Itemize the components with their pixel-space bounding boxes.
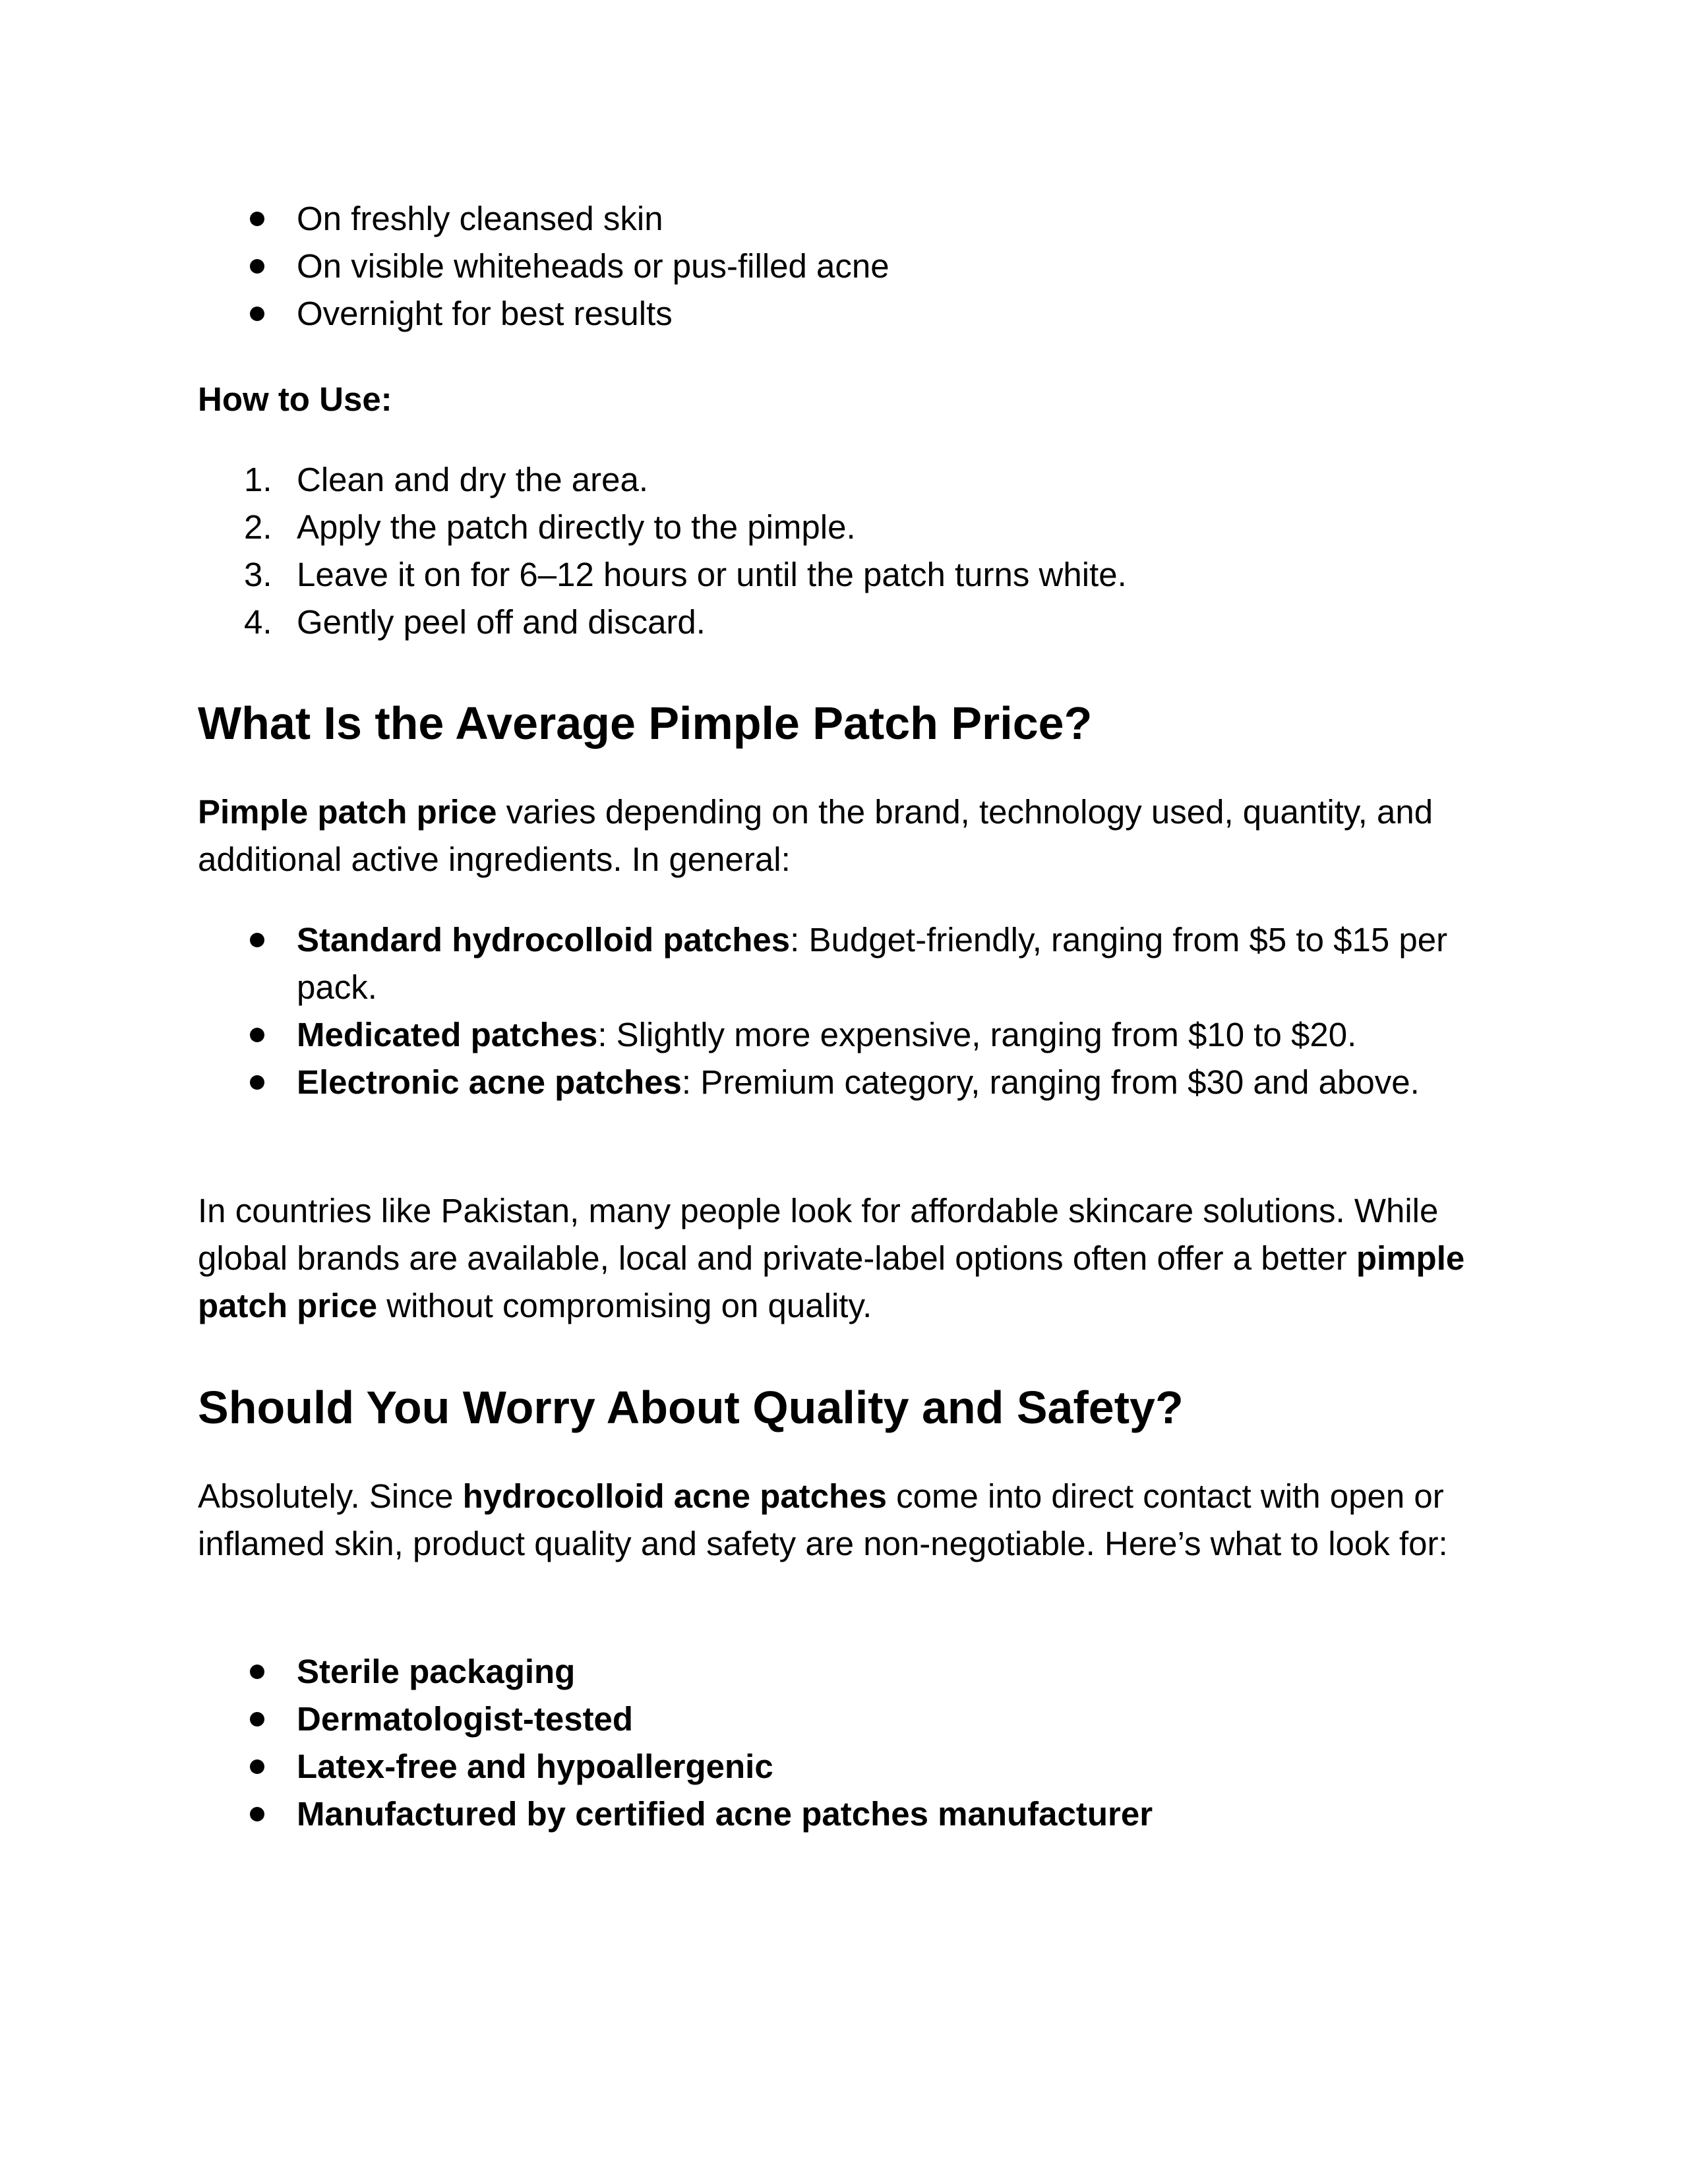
price-intro-text: varies depending on the brand, technology used, quantity, and additional active ingredients. In general: xyxy=(198,793,1433,878)
price-item-label: Electronic acne patches xyxy=(297,1063,682,1101)
price-outro-text: In countries like Pakistan, many people look for affordable skincare solutions. While global brands are available, local and private-label options often offer a better xyxy=(198,1192,1439,1277)
price-list-item xyxy=(198,916,1490,1011)
quality-intro-text-end: come into direct contact with open or inflamed skin, product quality and safety are non-negotiable. Here’s what to look for: xyxy=(198,1477,1448,1562)
step-item xyxy=(198,504,1127,551)
checklist-item xyxy=(198,1696,1153,1743)
checklist-item xyxy=(198,1648,1153,1696)
quality-intro-paragraph xyxy=(198,1473,1490,1568)
price-list xyxy=(198,916,1490,1106)
price-item-label: Medicated patches xyxy=(297,1016,598,1053)
usage-conditions-list xyxy=(198,195,889,338)
bullet-icon xyxy=(250,1059,276,1106)
step-item xyxy=(198,551,1127,599)
bullet-icon xyxy=(250,1743,276,1790)
step-number: 4. xyxy=(244,603,272,641)
price-item-text: : Budget-friendly, ranging from $5 to $15 per pack. xyxy=(297,921,1448,1006)
step-text: Leave it on for 6–12 hours or until the patch turns white. xyxy=(297,556,1127,593)
how-to-use-heading: How to Use: xyxy=(198,380,392,418)
quality-section-heading: Should You Worry About Quality and Safety? xyxy=(198,1382,1184,1433)
checklist-item-text: Manufactured by certified acne patches manufacturer xyxy=(297,1795,1153,1833)
price-section-heading: What Is the Average Pimple Patch Price? xyxy=(198,697,1093,749)
bullet-icon xyxy=(250,1011,276,1059)
list-item xyxy=(198,243,889,290)
quality-intro-bold: hydrocolloid acne patches xyxy=(462,1477,887,1515)
checklist-item xyxy=(198,1743,1153,1790)
how-to-use-steps xyxy=(198,456,1127,646)
bullet-icon xyxy=(250,916,276,964)
quality-checklist xyxy=(198,1648,1153,1838)
price-list-item xyxy=(198,1059,1490,1106)
bullet-icon xyxy=(250,243,276,290)
step-item xyxy=(198,456,1127,504)
price-item-label: Standard hydrocolloid patches xyxy=(297,921,791,959)
list-item xyxy=(198,290,889,338)
price-intro-paragraph xyxy=(198,788,1490,883)
price-list-item xyxy=(198,1011,1490,1059)
step-text: Clean and dry the area. xyxy=(297,461,649,498)
checklist-item-text: Dermatologist-tested xyxy=(297,1700,634,1738)
quality-intro-text: Absolutely. Since xyxy=(198,1477,463,1515)
price-item-text: : Premium category, ranging from $30 and above. xyxy=(681,1063,1420,1101)
bullet-icon xyxy=(250,195,276,243)
list-item-text: On visible whiteheads or pus-filled acne xyxy=(297,247,889,285)
bullet-icon xyxy=(250,290,276,338)
step-text: Apply the patch directly to the pimple. xyxy=(297,508,856,546)
step-number: 1. xyxy=(244,461,272,498)
list-item xyxy=(198,195,889,243)
list-item-text: Overnight for best results xyxy=(297,295,673,332)
step-text: Gently peel off and discard. xyxy=(297,603,706,641)
step-item xyxy=(198,599,1127,646)
step-number: 3. xyxy=(244,556,272,593)
price-outro-bold: pimple patch price xyxy=(198,1239,1465,1324)
list-item-text: On freshly cleansed skin xyxy=(297,200,663,237)
price-outro-text-end: without compromising on quality. xyxy=(377,1287,872,1324)
price-intro-bold: Pimple patch price xyxy=(198,793,497,831)
price-item-text: : Slightly more expensive, ranging from $10 to $20. xyxy=(597,1016,1357,1053)
bullet-icon xyxy=(250,1648,276,1696)
price-outro-paragraph xyxy=(198,1187,1490,1330)
bullet-icon xyxy=(250,1790,276,1838)
checklist-item xyxy=(198,1790,1153,1838)
checklist-item-text: Latex-free and hypoallergenic xyxy=(297,1748,773,1785)
bullet-icon xyxy=(250,1696,276,1743)
checklist-item-text: Sterile packaging xyxy=(297,1653,576,1690)
step-number: 2. xyxy=(244,508,272,546)
